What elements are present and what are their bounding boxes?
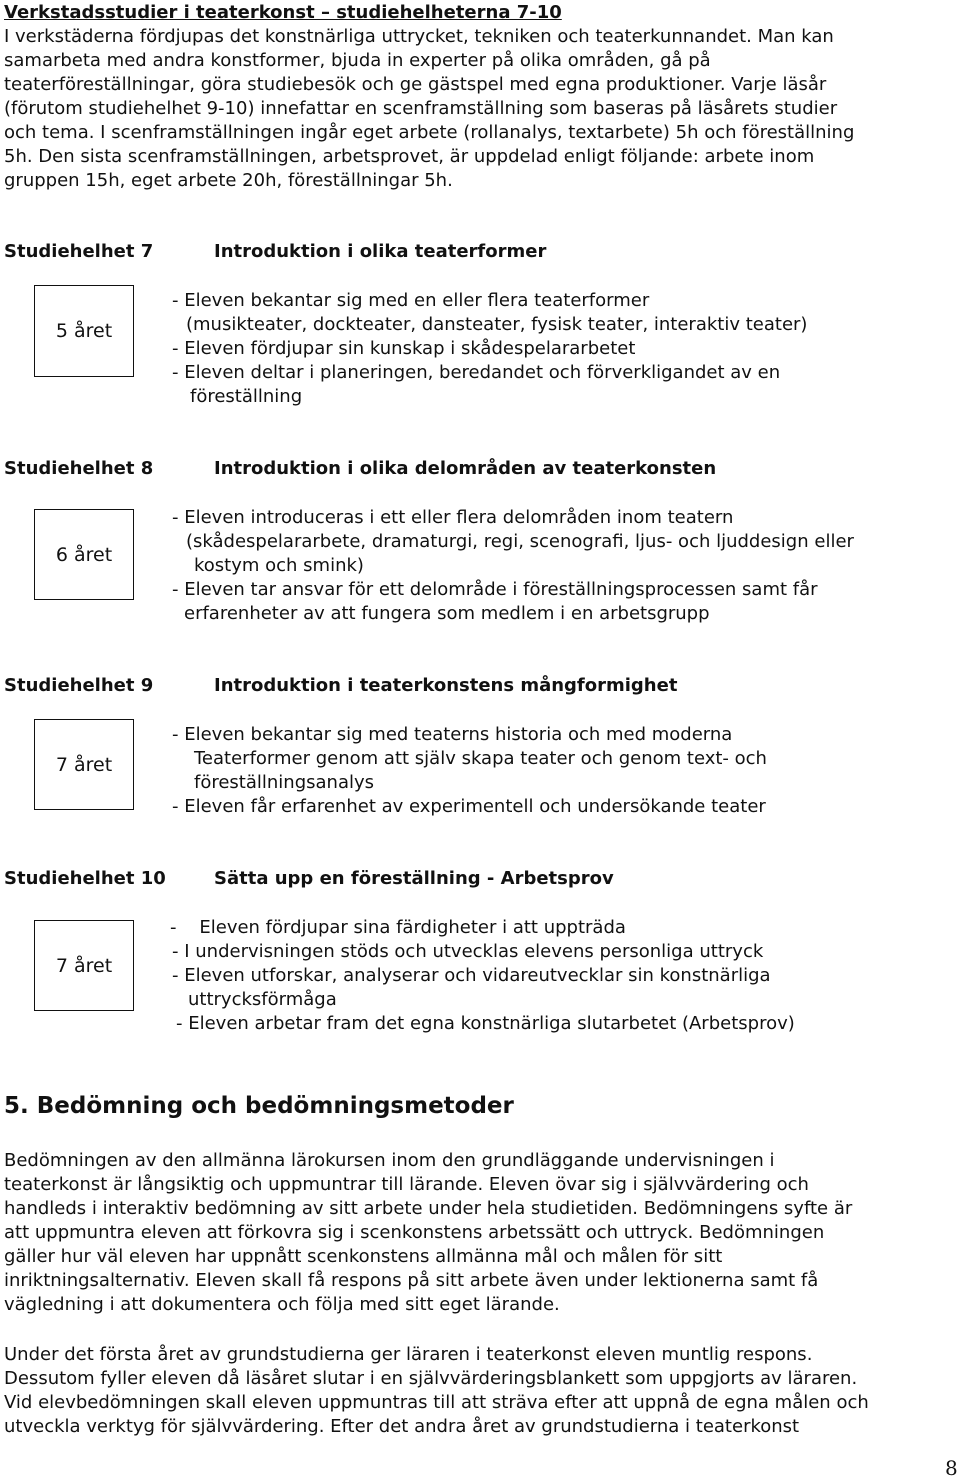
intro-line: gruppen 15h, eget arbete 20h, föreställningar 5h.	[4, 170, 453, 191]
year-label: 7 året	[55, 954, 113, 977]
unit-label: Studiehelhet 9	[4, 675, 154, 696]
intro-line: teaterföreställningar, göra studiebesök och ge gästspel med egna produktioner. Varje läsår	[4, 74, 827, 95]
year-box	[34, 719, 134, 810]
body-line: Under det första året av grundstudierna ger läraren i teaterkonst eleven muntlig respons.	[4, 1344, 813, 1365]
intro-line: I verkstäderna fördjupas det konstnärliga uttrycket, tekniken och teaterkunnandet. Man kan	[4, 26, 834, 47]
year-box	[34, 920, 134, 1011]
unit-item: Teaterformer genom att själv skapa teater och genom text- och	[194, 748, 767, 769]
unit-item: - Eleven fördjupar sin kunskap i skådespelararbetet	[172, 338, 636, 359]
body-line: gäller hur väl eleven har uppnått scenkonstens allmänna mål och målen för sitt	[4, 1246, 723, 1267]
unit-item: - Eleven tar ansvar för ett delområde i föreställningsprocessen samt får	[172, 579, 818, 600]
unit-title: Introduktion i olika teaterformer	[214, 241, 547, 262]
unit-item: - Eleven bekantar sig med en eller flera teaterformer	[172, 290, 650, 311]
body-line: teaterkonst är långsiktig och uppmuntrar till lärande. Eleven övar sig i självvärdering och	[4, 1174, 809, 1195]
body-line: Vid elevbedömningen skall eleven uppmuntras till att sträva efter att uppnå de egna målen och	[4, 1392, 869, 1413]
unit-label: Studiehelhet 7	[4, 241, 154, 262]
body-line: handleds i interaktiv bedömning av sitt arbete under hela studietiden. Bedömningens syfte är	[4, 1198, 853, 1219]
year-label: 6 året	[55, 543, 113, 566]
unit-item: - Eleven utforskar, analyserar och vidareutvecklar sin konstnärliga	[172, 965, 771, 986]
section-title: Verkstadsstudier i teaterkonst – studiehelheterna 7-10	[4, 2, 562, 23]
unit-item: - Eleven fördjupar sina färdigheter i att uppträda	[170, 917, 626, 938]
unit-item: - I undervisningen stöds och utvecklas elevens personliga uttryck	[172, 941, 764, 962]
year-box	[34, 509, 134, 600]
intro-line: (förutom studiehelhet 9-10) innefattar en scenframställning som baseras på läsårets studier	[4, 98, 838, 119]
unit-label: Studiehelhet 8	[4, 458, 154, 479]
unit-item: kostym och smink)	[194, 555, 364, 576]
intro-line: samarbeta med andra konstformer, bjuda in experter på olika områden, gå på	[4, 50, 711, 71]
body-line: inriktningsalternativ. Eleven skall få respons på sitt arbete även under lektionerna samt få	[4, 1270, 819, 1291]
unit-item: erfarenheter av att fungera som medlem i en arbetsgrupp	[184, 603, 710, 624]
unit-title: Introduktion i olika delområden av teaterkonsten	[214, 458, 717, 479]
body-line: Dessutom fyller eleven då läsåret slutar i en självvärderingsblankett som uppgjorts av läraren.	[4, 1368, 858, 1389]
body-line: att uppmuntra eleven att förkovra sig i scenkonstens arbetssätt och uttryck. Bedömningen	[4, 1222, 825, 1243]
body-line: vägledning i att dokumentera och följa med sitt eget lärande.	[4, 1294, 560, 1315]
unit-item: uttrycksförmåga	[188, 989, 337, 1010]
body-line: utveckla verktyg för självvärdering. Efter det andra året av grundstudierna i teaterkonst	[4, 1416, 800, 1437]
unit-item: - Eleven får erfarenhet av experimentell och undersökande teater	[172, 796, 766, 817]
unit-item: föreställningsanalys	[194, 772, 375, 793]
unit-item: - Eleven introduceras i ett eller flera delområden inom teatern	[172, 507, 734, 528]
unit-item: (skådespelararbete, dramaturgi, regi, scenografi, ljus- och ljuddesign eller	[186, 531, 854, 552]
year-label: 5 året	[55, 320, 113, 342]
year-box	[34, 285, 134, 377]
unit-item: - Eleven deltar i planeringen, beredandet och förverkligandet av en	[172, 362, 781, 383]
unit-title: Sätta upp en föreställning - Arbetsprov	[214, 868, 614, 889]
unit-item: föreställning	[190, 386, 303, 407]
body-line: Bedömningen av den allmänna lärokursen inom den grundläggande undervisningen i	[4, 1150, 775, 1171]
unit-title: Introduktion i teaterkonstens mångformighet	[214, 675, 678, 696]
intro-line: 5h. Den sista scenframställningen, arbetsprovet, är uppdelad enligt följande: arbete inom	[4, 146, 815, 167]
section-heading: 5. Bedömning och bedömningsmetoder	[4, 1093, 514, 1119]
unit-item: - Eleven arbetar fram det egna konstnärliga slutarbetet (Arbetsprov)	[176, 1013, 795, 1034]
unit-label: Studiehelhet 10	[4, 868, 166, 889]
unit-item: (musikteater, dockteater, dansteater, fysisk teater, interaktiv teater)	[186, 314, 808, 335]
page-number: 8	[945, 1456, 958, 1480]
year-label: 7 året	[55, 753, 113, 776]
unit-item: - Eleven bekantar sig med teaterns historia och med moderna	[172, 724, 733, 745]
intro-line: och tema. I scenframställningen ingår eget arbete (rollanalys, textarbete) 5h och föreställning	[4, 122, 855, 143]
